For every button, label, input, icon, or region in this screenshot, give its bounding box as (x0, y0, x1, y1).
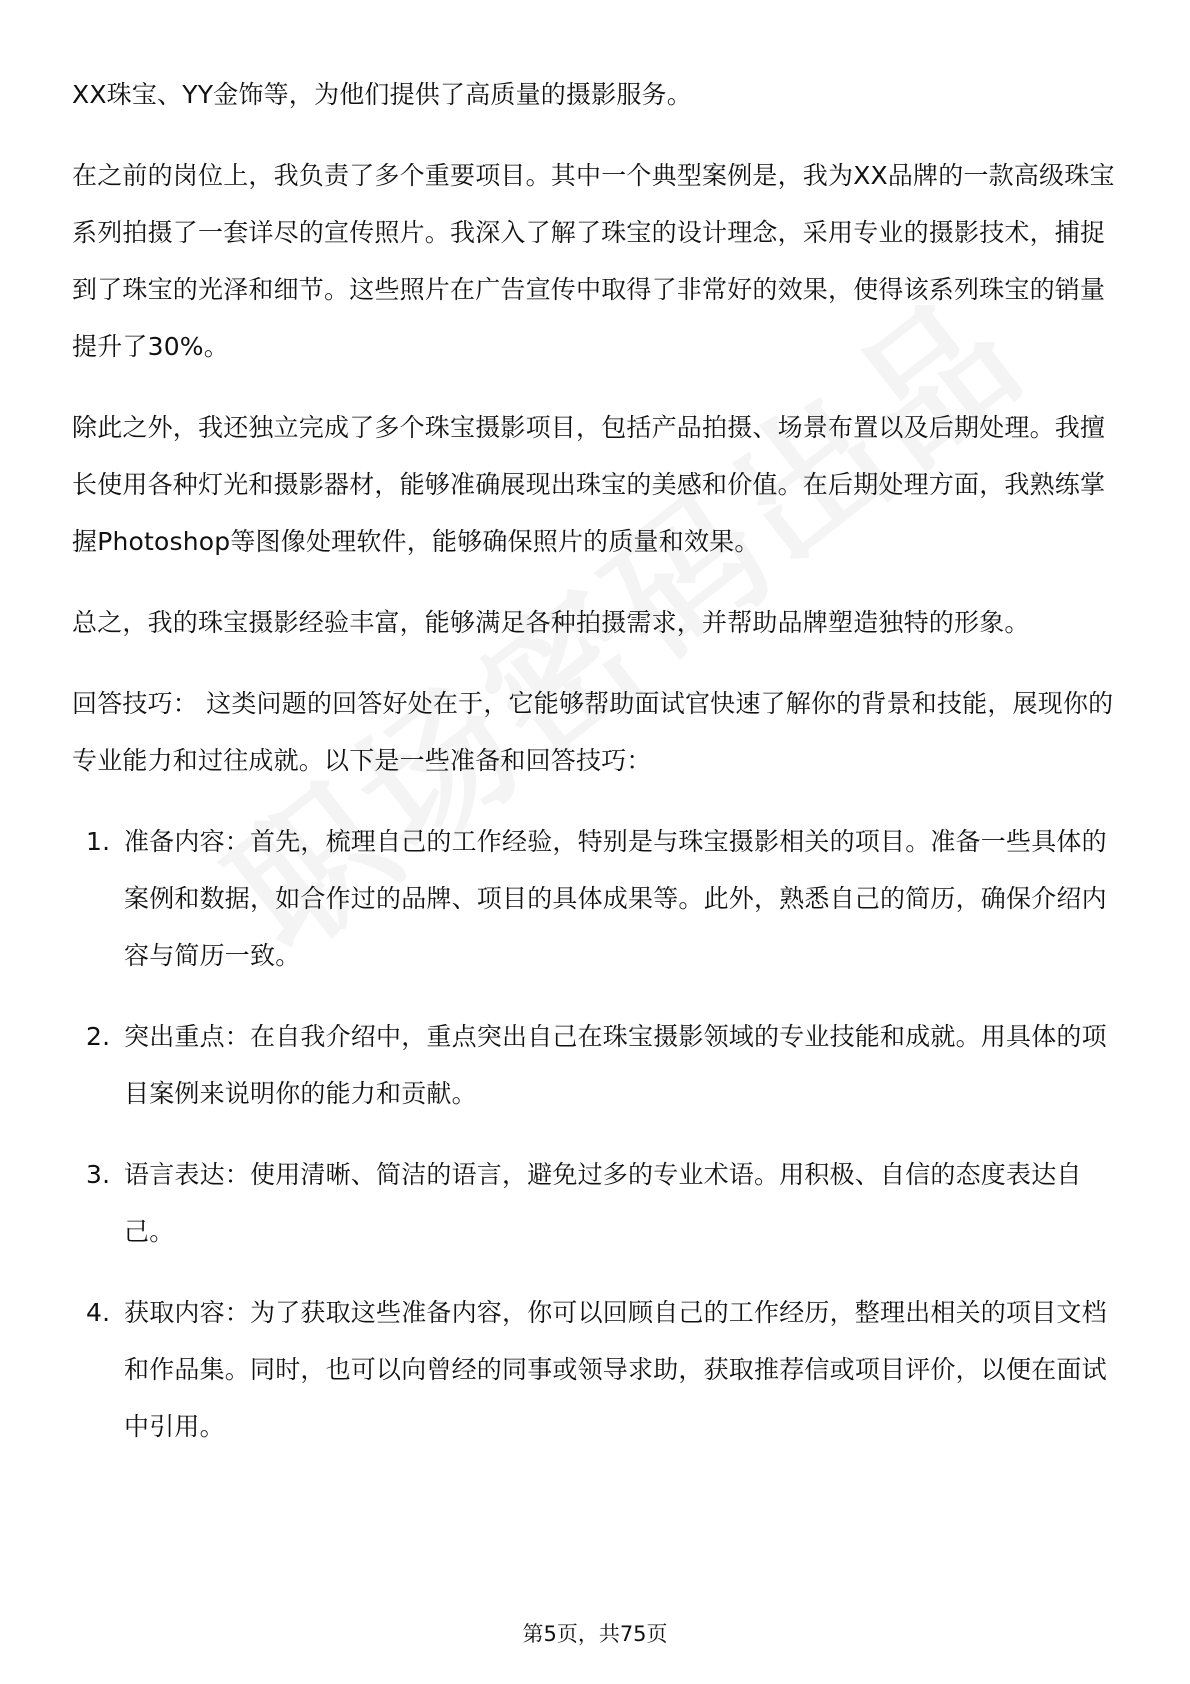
paragraph-answer-tips: 回答技巧： 这类问题的回答好处在于，它能够帮助面试官快速了解你的背景和技能，展现你的专业能力和过往成就。以下是一些准备和回答技巧： (72, 689, 1114, 775)
list-item (72, 813, 1122, 984)
paragraph-summary: 总之，我的珠宝摄影经验丰富，能够满足各种拍摄需求，并帮助品牌塑造独特的形象。 (72, 608, 1030, 637)
list-item-number: 1. (86, 827, 111, 856)
list-item-number: 2. (86, 1022, 111, 1051)
document-body (72, 66, 1122, 1479)
list-item-number: 3. (86, 1160, 111, 1189)
list-item-text: 获取内容：为了获取这些准备内容，你可以回顾自己的工作经历，整理出相关的项目文档和作品集。同时，也可以向曾经的同事或领导求助，获取推荐信或项目评价，以便在面试中引用。 (124, 1298, 1107, 1441)
list-item-number: 4. (86, 1298, 111, 1327)
list-item (72, 1146, 1122, 1260)
paragraph-intro-continued: XX珠宝、YY金饰等，为他们提供了高质量的摄影服务。 (72, 80, 692, 109)
list-item (72, 1008, 1122, 1122)
paragraph-case-study: 在之前的岗位上，我负责了多个重要项目。其中一个典型案例是，我为XX品牌的一款高级珠宝系列拍摄了一套详尽的宣传照片。我深入了解了珠宝的设计理念，采用专业的摄影技术，捕捉到了珠宝的光泽和细节。这些照片在广告宣传中取得了非常好的效果，使得该系列珠宝的销量提升了30%。 (72, 161, 1115, 361)
list-item-text: 突出重点：在自我介绍中，重点突出自己在珠宝摄影领域的专业技能和成就。用具体的项目案例来说明你的能力和贡献。 (124, 1022, 1107, 1108)
tips-list (72, 813, 1122, 1455)
paragraph-independent-projects: 除此之外，我还独立完成了多个珠宝摄影项目，包括产品拍摄、场景布置以及后期处理。我擅长使用各种灯光和摄影器材，能够准确展现出珠宝的美感和价值。在后期处理方面，我熟练掌握Photoshop等图像处理软件，能够确保照片的质量和效果。 (72, 413, 1106, 556)
page-number: 第5页，共75页 (522, 1622, 668, 1646)
list-item-text: 准备内容：首先，梳理自己的工作经验，特别是与珠宝摄影相关的项目。准备一些具体的案例和数据，如合作过的品牌、项目的具体成果等。此外，熟悉自己的简历，确保介绍内容与简历一致。 (124, 827, 1107, 970)
list-item (72, 1284, 1122, 1455)
list-item-text: 语言表达：使用清晰、简洁的语言，避免过多的专业术语。用积极、自信的态度表达自己。 (124, 1160, 1082, 1246)
